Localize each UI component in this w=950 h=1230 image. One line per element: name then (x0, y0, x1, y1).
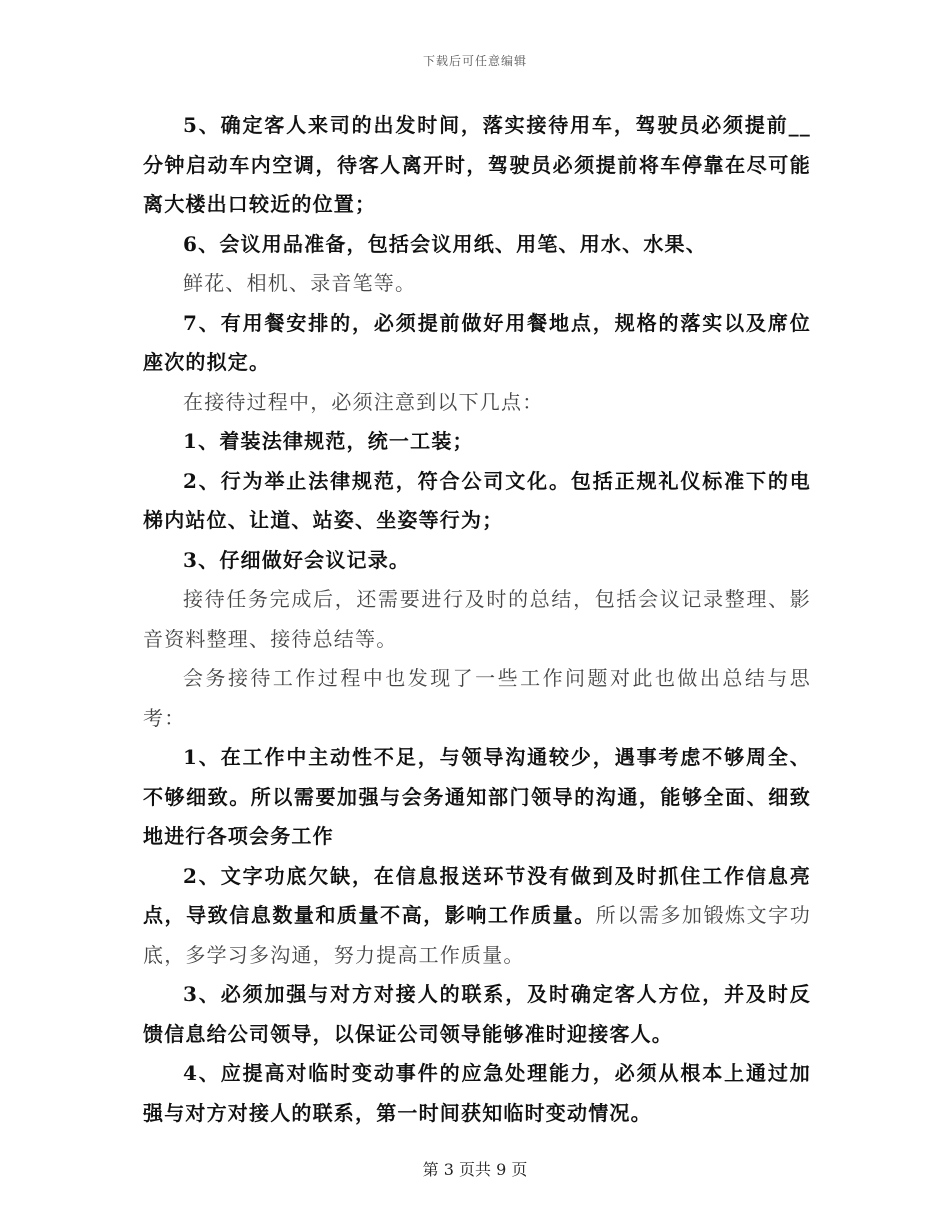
paragraph-item-6-meeting-supplies: 6、会议用品准备，包括会议用纸、用笔、用水、水果、 (183, 231, 707, 256)
paragraph-reflection-2-bold-part: 2、文字功底欠缺，在信息报送环节没有做到及时抓住工作信息亮点，导致信息数量和质量不高，影响工作质量。 (143, 863, 811, 927)
document-body (143, 106, 811, 1133)
paragraph-note-2-behavior: 2、行为举止法律规范，符合公司文化。包括正规礼仪标准下的电梯内站位、让道、站姿、坐姿等行为； (143, 468, 811, 532)
paragraph-reflection-2-writing (143, 857, 811, 976)
paragraph-note-1-attire: 1、着装法律规范，统一工装； (183, 429, 474, 453)
paragraph-summary-after-task: 接待任务完成后，还需要进行及时的总结，包括会议记录整理、影音资料整理、接待总结等。 (143, 587, 811, 651)
page-footer-page-number: 第 3 页共 9 页 (422, 1160, 528, 1179)
paragraph-reflection-intro: 会务接待工作过程中也发现了一些工作问题对此也做出总结与思考： (143, 666, 811, 730)
paragraph-note-3-minutes: 3、仔细做好会议记录。 (183, 547, 411, 572)
paragraph-reflection-2-light-part: 所以需多加锻炼文字功底，多学习多沟通，努力提高工作质量。 (143, 903, 812, 967)
paragraph-reflection-4-emergency: 4、应提高对临时变动事件的应急处理能力，必须从根本上通过加强与对方对接人的联系，第一时间获知临时变动情况。 (143, 1061, 811, 1125)
paragraph-item-5-departure-time: 5、确定客人来司的出发时间，落实接待用车，驾驶员必须提前__分钟启动车内空调，待客人离开时，驾驶员必须提前将车停靠在尽可能离大楼出口较近的位置； (143, 113, 811, 216)
paragraph-reflection-1-initiative: 1、在工作中主动性不足，与领导沟通较少，遇事考虑不够周全、不够细致。所以需要加强与会务通知部门领导的沟通，能够全面、细致地进行各项会务工作 (143, 745, 811, 848)
paragraph-reception-notes-intro: 在接待过程中，必须注意到以下几点： (183, 389, 544, 414)
paragraph-item-6-continued: 鲜花、相机、录音笔等。 (183, 271, 417, 295)
paragraph-reflection-3-contact: 3、必须加强与对方对接人的联系，及时确定客人方位，并及时反馈信息给公司领导，以保证公司领导能够准时迎接客人。 (143, 982, 811, 1046)
paragraph-item-7-dining: 7、有用餐安排的，必须提前做好用餐地点，规格的落实以及席位座次的拟定。 (143, 310, 811, 374)
page-header: 下载后可任意编辑 (422, 54, 527, 68)
